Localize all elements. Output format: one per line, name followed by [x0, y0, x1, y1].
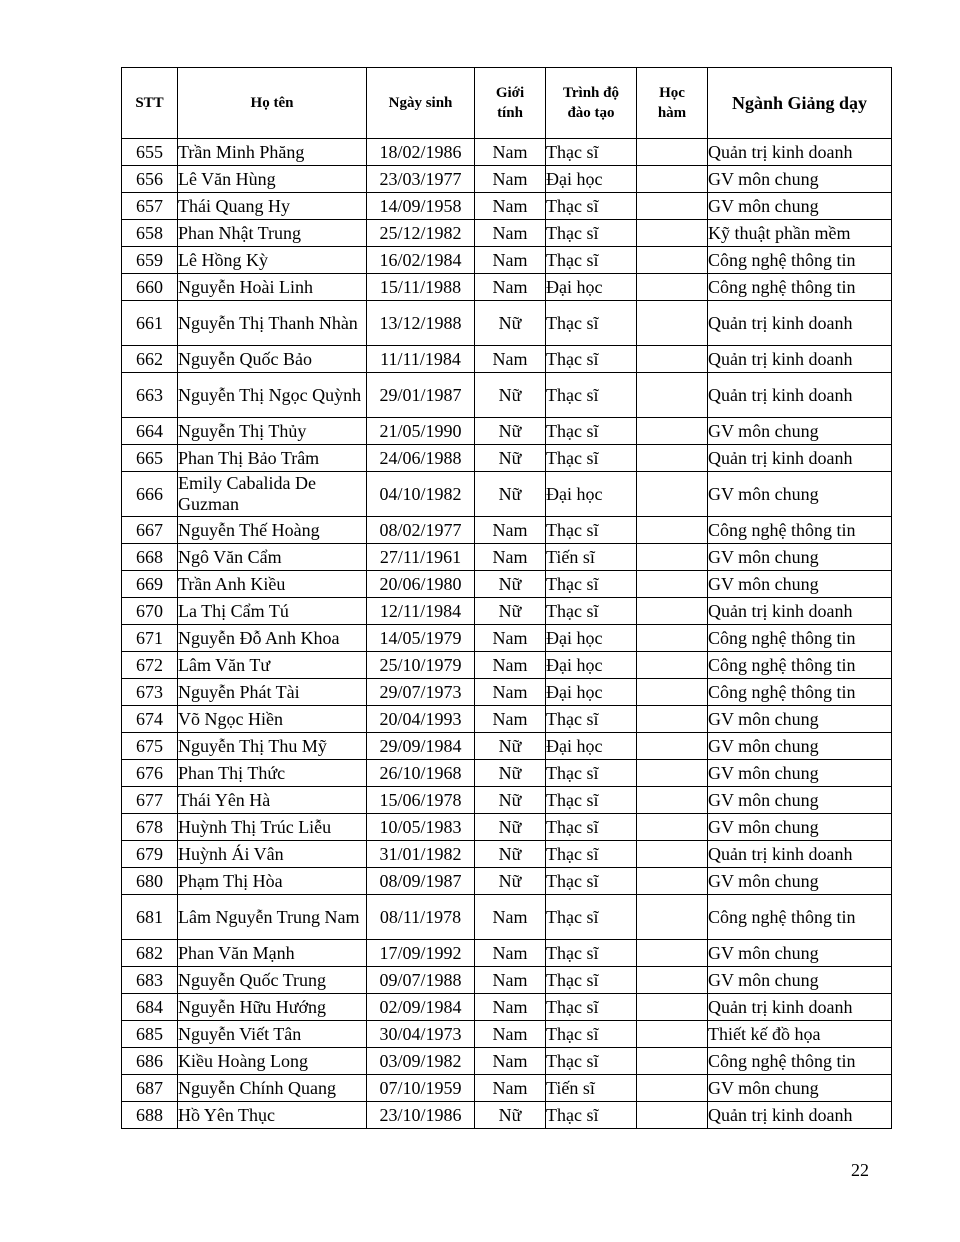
table-row — [122, 652, 892, 679]
cell-dob: 31/01/1982 — [367, 841, 475, 868]
cell-field: Quản trị kinh doanh — [708, 598, 892, 625]
table-row — [122, 418, 892, 445]
cell-title — [637, 940, 708, 967]
cell-dob: 21/05/1990 — [367, 418, 475, 445]
cell-stt: 678 — [122, 814, 178, 841]
cell-title — [637, 346, 708, 373]
cell-dob: 20/04/1993 — [367, 706, 475, 733]
cell-gender: Nữ — [475, 472, 546, 517]
cell-gender: Nam — [475, 247, 546, 274]
cell-gender: Nữ — [475, 445, 546, 472]
cell-name: Phan Nhật Trung — [178, 220, 367, 247]
cell-stt: 680 — [122, 868, 178, 895]
cell-degree: Thạc sĩ — [546, 760, 637, 787]
header-title-line1: Học — [659, 85, 685, 101]
cell-gender: Nam — [475, 346, 546, 373]
cell-degree: Thạc sĩ — [546, 967, 637, 994]
cell-name: Nguyễn Viết Tân — [178, 1021, 367, 1048]
cell-stt: 664 — [122, 418, 178, 445]
table-row — [122, 346, 892, 373]
cell-degree: Thạc sĩ — [546, 571, 637, 598]
table-row — [122, 994, 892, 1021]
cell-field: GV môn chung — [708, 868, 892, 895]
cell-field: GV môn chung — [708, 940, 892, 967]
cell-gender: Nam — [475, 274, 546, 301]
cell-title — [637, 274, 708, 301]
cell-name: Thái Quang Hy — [178, 193, 367, 220]
cell-gender: Nam — [475, 895, 546, 940]
table-row — [122, 1102, 892, 1129]
cell-field: Công nghệ thông tin — [708, 1048, 892, 1075]
cell-name: Nguyễn Quốc Trung — [178, 967, 367, 994]
cell-title — [637, 733, 708, 760]
cell-name: Nguyễn Thị Thu Mỹ — [178, 733, 367, 760]
cell-dob: 23/03/1977 — [367, 166, 475, 193]
cell-gender: Nữ — [475, 868, 546, 895]
cell-stt: 675 — [122, 733, 178, 760]
cell-dob: 14/09/1958 — [367, 193, 475, 220]
cell-gender: Nữ — [475, 301, 546, 346]
table-row — [122, 940, 892, 967]
cell-stt: 683 — [122, 967, 178, 994]
header-gender-line1: Giới — [495, 85, 525, 101]
cell-name: Ngô Văn Cẩm — [178, 544, 367, 571]
cell-degree: Thạc sĩ — [546, 706, 637, 733]
cell-degree: Thạc sĩ — [546, 139, 637, 166]
cell-gender: Nam — [475, 1021, 546, 1048]
cell-dob: 18/02/1986 — [367, 139, 475, 166]
cell-degree: Đại học — [546, 679, 637, 706]
cell-dob: 30/04/1973 — [367, 1021, 475, 1048]
cell-stt: 679 — [122, 841, 178, 868]
cell-field: GV môn chung — [708, 760, 892, 787]
cell-name: Kiều Hoàng Long — [178, 1048, 367, 1075]
cell-name: Nguyễn Hoài Linh — [178, 274, 367, 301]
table-row — [122, 571, 892, 598]
cell-field: Công nghệ thông tin — [708, 517, 892, 544]
header-stt: STT — [122, 68, 178, 139]
cell-degree: Thạc sĩ — [546, 1102, 637, 1129]
cell-name: Nguyễn Quốc Bảo — [178, 346, 367, 373]
cell-dob: 17/09/1992 — [367, 940, 475, 967]
cell-stt: 674 — [122, 706, 178, 733]
cell-gender: Nữ — [475, 1102, 546, 1129]
cell-stt: 658 — [122, 220, 178, 247]
cell-degree: Tiến sĩ — [546, 544, 637, 571]
cell-field: Công nghệ thông tin — [708, 679, 892, 706]
cell-field: Công nghệ thông tin — [708, 652, 892, 679]
cell-gender: Nam — [475, 706, 546, 733]
cell-title — [637, 841, 708, 868]
cell-stt: 677 — [122, 787, 178, 814]
cell-field: Quản trị kinh doanh — [708, 373, 892, 418]
cell-title — [637, 373, 708, 418]
cell-stt: 659 — [122, 247, 178, 274]
cell-stt: 681 — [122, 895, 178, 940]
cell-stt: 660 — [122, 274, 178, 301]
table-row — [122, 220, 892, 247]
cell-title — [637, 679, 708, 706]
cell-field: Quản trị kinh doanh — [708, 346, 892, 373]
cell-stt: 661 — [122, 301, 178, 346]
cell-dob: 25/10/1979 — [367, 652, 475, 679]
cell-field: GV môn chung — [708, 787, 892, 814]
cell-title — [637, 814, 708, 841]
cell-field: Công nghệ thông tin — [708, 625, 892, 652]
header-degree — [546, 68, 637, 139]
header-title-line2: hàm — [657, 105, 687, 121]
cell-name: Nguyễn Chính Quang — [178, 1075, 367, 1102]
cell-degree: Thạc sĩ — [546, 301, 637, 346]
cell-gender: Nam — [475, 139, 546, 166]
cell-field: GV môn chung — [708, 967, 892, 994]
cell-name: Lê Văn Hùng — [178, 166, 367, 193]
table-row — [122, 598, 892, 625]
cell-field: GV môn chung — [708, 706, 892, 733]
cell-name: Lâm Nguyễn Trung Nam — [178, 895, 367, 940]
cell-title — [637, 301, 708, 346]
table-row — [122, 868, 892, 895]
cell-stt: 672 — [122, 652, 178, 679]
cell-name: Nguyễn Đỗ Anh Khoa — [178, 625, 367, 652]
staff-table — [121, 67, 892, 1129]
cell-title — [637, 868, 708, 895]
table-row — [122, 733, 892, 760]
cell-gender: Nữ — [475, 787, 546, 814]
cell-title — [637, 418, 708, 445]
cell-stt: 688 — [122, 1102, 178, 1129]
cell-name: Phan Thị Bảo Trâm — [178, 445, 367, 472]
table-row — [122, 274, 892, 301]
cell-stt: 669 — [122, 571, 178, 598]
cell-dob: 23/10/1986 — [367, 1102, 475, 1129]
table-row — [122, 1021, 892, 1048]
cell-title — [637, 598, 708, 625]
cell-stt: 684 — [122, 994, 178, 1021]
cell-name: Trần Anh Kiều — [178, 571, 367, 598]
header-gender-line2: tính — [497, 105, 523, 121]
table-row — [122, 760, 892, 787]
cell-title — [637, 166, 708, 193]
cell-title — [637, 445, 708, 472]
cell-stt: 673 — [122, 679, 178, 706]
cell-dob: 03/09/1982 — [367, 1048, 475, 1075]
cell-degree: Thạc sĩ — [546, 220, 637, 247]
cell-degree: Thạc sĩ — [546, 868, 637, 895]
table-row — [122, 166, 892, 193]
cell-title — [637, 1048, 708, 1075]
cell-degree: Thạc sĩ — [546, 1021, 637, 1048]
cell-name: Lâm Văn Tư — [178, 652, 367, 679]
cell-degree: Thạc sĩ — [546, 940, 637, 967]
cell-dob: 02/09/1984 — [367, 994, 475, 1021]
header-field: Ngành Giảng dạy — [708, 68, 892, 139]
table-row — [122, 679, 892, 706]
table-row — [122, 967, 892, 994]
table-row — [122, 247, 892, 274]
cell-name: Emily Cabalida De Guzman — [178, 472, 367, 517]
cell-degree: Thạc sĩ — [546, 418, 637, 445]
cell-title — [637, 472, 708, 517]
cell-gender: Nam — [475, 652, 546, 679]
cell-stt: 655 — [122, 139, 178, 166]
cell-dob: 20/06/1980 — [367, 571, 475, 598]
cell-name: Huỳnh Thị Trúc Liễu — [178, 814, 367, 841]
cell-dob: 04/10/1982 — [367, 472, 475, 517]
cell-gender: Nam — [475, 967, 546, 994]
cell-title — [637, 895, 708, 940]
cell-field: Quản trị kinh doanh — [708, 445, 892, 472]
cell-name: Huỳnh Ái Vân — [178, 841, 367, 868]
cell-dob: 12/11/1984 — [367, 598, 475, 625]
cell-field: Kỹ thuật phần mềm — [708, 220, 892, 247]
cell-dob: 29/07/1973 — [367, 679, 475, 706]
header-title — [637, 68, 708, 139]
cell-stt: 662 — [122, 346, 178, 373]
table-row — [122, 445, 892, 472]
cell-gender: Nam — [475, 220, 546, 247]
cell-gender: Nam — [475, 679, 546, 706]
cell-stt: 686 — [122, 1048, 178, 1075]
cell-gender: Nam — [475, 1048, 546, 1075]
cell-degree: Đại học — [546, 166, 637, 193]
header-dob: Ngày sinh — [367, 68, 475, 139]
cell-gender: Nam — [475, 193, 546, 220]
cell-title — [637, 652, 708, 679]
cell-stt: 685 — [122, 1021, 178, 1048]
cell-degree: Đại học — [546, 274, 637, 301]
cell-title — [637, 544, 708, 571]
cell-gender: Nữ — [475, 571, 546, 598]
cell-gender: Nữ — [475, 373, 546, 418]
cell-stt: 657 — [122, 193, 178, 220]
table-row — [122, 841, 892, 868]
table-row — [122, 139, 892, 166]
cell-name: Võ Ngọc Hiền — [178, 706, 367, 733]
cell-dob: 25/12/1982 — [367, 220, 475, 247]
cell-stt: 665 — [122, 445, 178, 472]
table-header-row — [122, 68, 892, 139]
page-number: 22 — [851, 1160, 869, 1180]
cell-name: Lê Hồng Kỳ — [178, 247, 367, 274]
cell-name: Phạm Thị Hòa — [178, 868, 367, 895]
cell-gender: Nam — [475, 544, 546, 571]
table-row — [122, 544, 892, 571]
cell-gender: Nam — [475, 940, 546, 967]
cell-degree: Đại học — [546, 625, 637, 652]
cell-degree: Thạc sĩ — [546, 787, 637, 814]
cell-degree: Đại học — [546, 733, 637, 760]
table-row — [122, 517, 892, 544]
cell-stt: 667 — [122, 517, 178, 544]
cell-field: GV môn chung — [708, 733, 892, 760]
cell-name: Nguyễn Phát Tài — [178, 679, 367, 706]
cell-gender: Nam — [475, 994, 546, 1021]
cell-title — [637, 706, 708, 733]
cell-degree: Thạc sĩ — [546, 373, 637, 418]
cell-dob: 27/11/1961 — [367, 544, 475, 571]
cell-dob: 08/09/1987 — [367, 868, 475, 895]
cell-dob: 11/11/1984 — [367, 346, 475, 373]
cell-name: Nguyễn Thị Thủy — [178, 418, 367, 445]
cell-stt: 682 — [122, 940, 178, 967]
table-row — [122, 472, 892, 517]
header-name: Họ tên — [178, 68, 367, 139]
table-row — [122, 193, 892, 220]
cell-stt: 670 — [122, 598, 178, 625]
table-row — [122, 787, 892, 814]
cell-dob: 13/12/1988 — [367, 301, 475, 346]
cell-field: GV môn chung — [708, 1075, 892, 1102]
cell-title — [637, 220, 708, 247]
table-row — [122, 814, 892, 841]
cell-field: GV môn chung — [708, 418, 892, 445]
cell-name: Trần Minh Phăng — [178, 139, 367, 166]
cell-field: GV môn chung — [708, 472, 892, 517]
cell-gender: Nữ — [475, 733, 546, 760]
cell-field: Quản trị kinh doanh — [708, 841, 892, 868]
cell-title — [637, 1102, 708, 1129]
cell-field: Quản trị kinh doanh — [708, 139, 892, 166]
cell-field: Quản trị kinh doanh — [708, 301, 892, 346]
cell-dob: 15/06/1978 — [367, 787, 475, 814]
cell-title — [637, 1021, 708, 1048]
cell-name: Phan Thị Thức — [178, 760, 367, 787]
cell-degree: Đại học — [546, 652, 637, 679]
cell-field: Công nghệ thông tin — [708, 895, 892, 940]
cell-degree: Thạc sĩ — [546, 1048, 637, 1075]
cell-degree: Tiến sĩ — [546, 1075, 637, 1102]
cell-degree: Thạc sĩ — [546, 193, 637, 220]
header-degree-line2: đào tạo — [567, 105, 615, 121]
cell-name: Nguyễn Thế Hoàng — [178, 517, 367, 544]
cell-degree: Thạc sĩ — [546, 841, 637, 868]
table-row — [122, 373, 892, 418]
cell-field: GV môn chung — [708, 814, 892, 841]
cell-gender: Nữ — [475, 760, 546, 787]
cell-gender: Nam — [475, 517, 546, 544]
cell-dob: 15/11/1988 — [367, 274, 475, 301]
cell-name: Nguyễn Thị Ngọc Quỳnh — [178, 373, 367, 418]
cell-name: Nguyễn Thị Thanh Nhàn — [178, 301, 367, 346]
cell-degree: Thạc sĩ — [546, 346, 637, 373]
cell-dob: 14/05/1979 — [367, 625, 475, 652]
table-row — [122, 895, 892, 940]
cell-degree: Thạc sĩ — [546, 994, 637, 1021]
cell-field: Quản trị kinh doanh — [708, 994, 892, 1021]
cell-field: Quản trị kinh doanh — [708, 1102, 892, 1129]
cell-stt: 656 — [122, 166, 178, 193]
cell-gender: Nam — [475, 166, 546, 193]
cell-gender: Nam — [475, 1075, 546, 1102]
header-degree-line1: Trình độ — [563, 85, 619, 101]
table-row — [122, 301, 892, 346]
cell-dob: 24/06/1988 — [367, 445, 475, 472]
cell-title — [637, 139, 708, 166]
cell-gender: Nữ — [475, 841, 546, 868]
cell-degree: Thạc sĩ — [546, 814, 637, 841]
cell-name: Hồ Yên Thục — [178, 1102, 367, 1129]
cell-stt: 668 — [122, 544, 178, 571]
cell-field: Thiết kế đồ họa — [708, 1021, 892, 1048]
table-row — [122, 625, 892, 652]
table-row — [122, 1048, 892, 1075]
cell-name: La Thị Cẩm Tú — [178, 598, 367, 625]
cell-title — [637, 247, 708, 274]
cell-degree: Thạc sĩ — [546, 895, 637, 940]
cell-dob: 26/10/1968 — [367, 760, 475, 787]
cell-dob: 29/01/1987 — [367, 373, 475, 418]
cell-gender: Nữ — [475, 418, 546, 445]
cell-title — [637, 1075, 708, 1102]
cell-degree: Thạc sĩ — [546, 598, 637, 625]
cell-gender: Nữ — [475, 814, 546, 841]
header-gender — [475, 68, 546, 139]
cell-degree: Thạc sĩ — [546, 445, 637, 472]
cell-name: Thái Yên Hà — [178, 787, 367, 814]
cell-title — [637, 967, 708, 994]
cell-stt: 676 — [122, 760, 178, 787]
cell-degree: Thạc sĩ — [546, 247, 637, 274]
cell-degree: Đại học — [546, 472, 637, 517]
cell-gender: Nam — [475, 625, 546, 652]
cell-title — [637, 193, 708, 220]
cell-field: GV môn chung — [708, 571, 892, 598]
cell-dob: 16/02/1984 — [367, 247, 475, 274]
cell-title — [637, 994, 708, 1021]
cell-degree: Thạc sĩ — [546, 517, 637, 544]
cell-title — [637, 625, 708, 652]
cell-field: GV môn chung — [708, 193, 892, 220]
cell-title — [637, 571, 708, 598]
cell-dob: 29/09/1984 — [367, 733, 475, 760]
cell-field: GV môn chung — [708, 166, 892, 193]
cell-stt: 666 — [122, 472, 178, 517]
cell-title — [637, 517, 708, 544]
cell-title — [637, 787, 708, 814]
cell-dob: 08/11/1978 — [367, 895, 475, 940]
cell-field: Công nghệ thông tin — [708, 274, 892, 301]
table-body — [122, 139, 892, 1129]
cell-field: Công nghệ thông tin — [708, 247, 892, 274]
cell-stt: 687 — [122, 1075, 178, 1102]
cell-field: GV môn chung — [708, 544, 892, 571]
cell-dob: 10/05/1983 — [367, 814, 475, 841]
cell-stt: 663 — [122, 373, 178, 418]
cell-name: Phan Văn Mạnh — [178, 940, 367, 967]
cell-gender: Nữ — [475, 598, 546, 625]
cell-title — [637, 760, 708, 787]
cell-dob: 09/07/1988 — [367, 967, 475, 994]
table-row — [122, 1075, 892, 1102]
table-row — [122, 706, 892, 733]
cell-name: Nguyễn Hữu Hướng — [178, 994, 367, 1021]
cell-dob: 07/10/1959 — [367, 1075, 475, 1102]
cell-dob: 08/02/1977 — [367, 517, 475, 544]
cell-stt: 671 — [122, 625, 178, 652]
